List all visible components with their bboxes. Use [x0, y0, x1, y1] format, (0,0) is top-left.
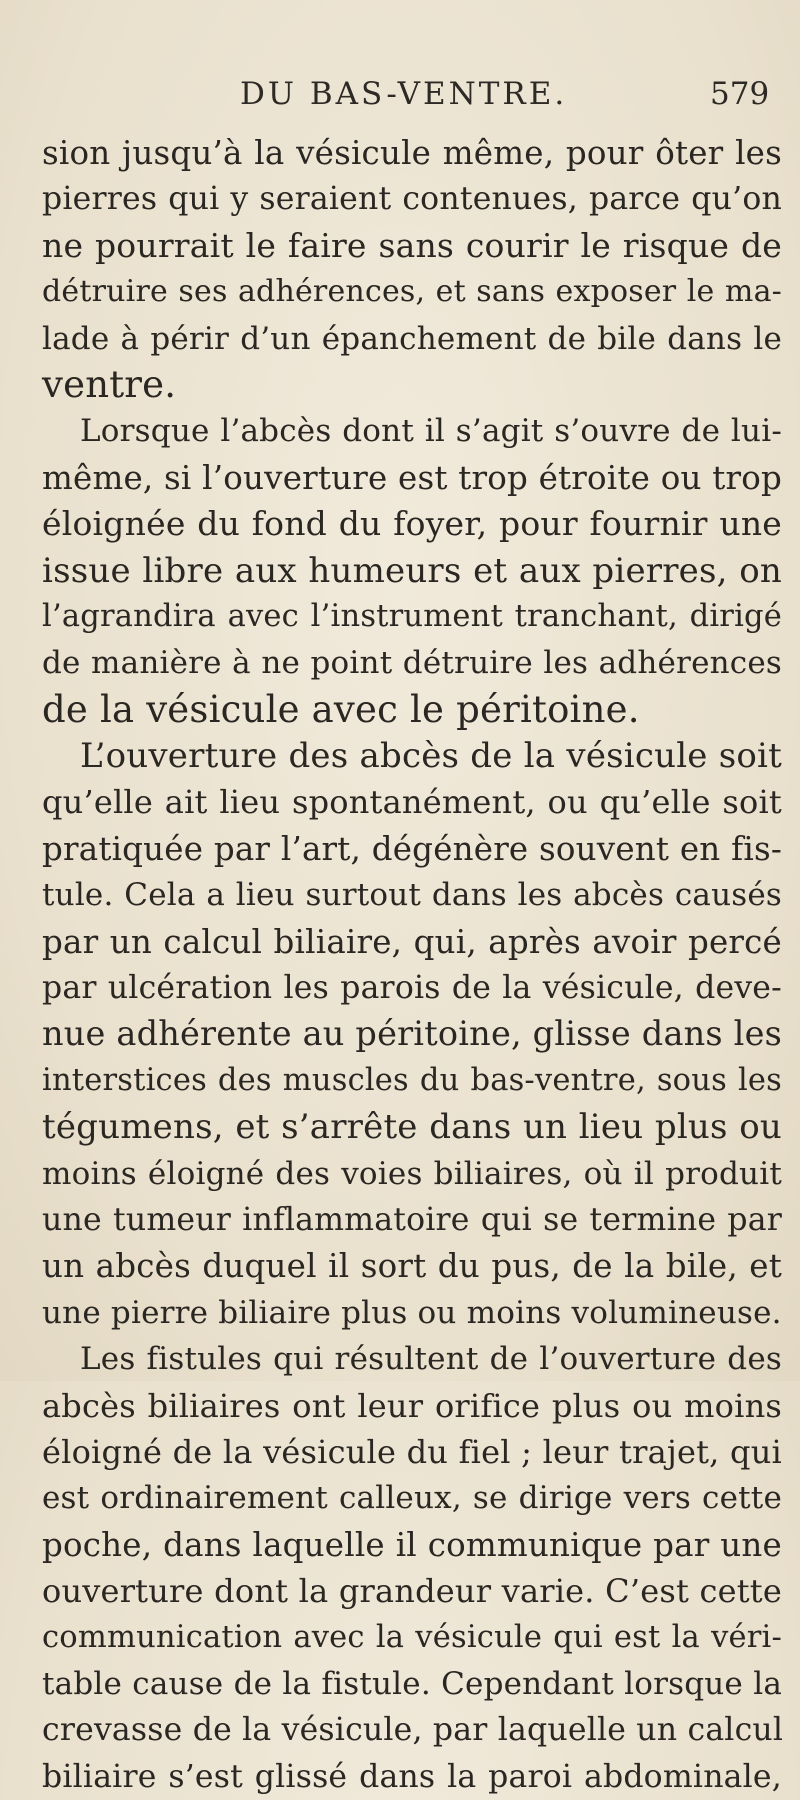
text-line: interstices des muscles du bas-ventre, sous les: [42, 1062, 782, 1098]
text-line: tégumens, et s’arrête dans un lieu plus ou: [42, 1107, 782, 1148]
text-line: poche, dans laquelle il communique par une: [42, 1525, 782, 1564]
text-line: qu’elle ait lieu spontanément, ou qu’elle soit: [42, 783, 782, 822]
text-line: issue libre aux humeurs et aux pierres, on: [42, 550, 782, 591]
text-line: de la vésicule avec le péritoine.: [42, 687, 640, 731]
text-line: lade à périr d’un épanchement de bile dans le: [42, 320, 782, 357]
text-line: table cause de la fistule. Cependant lorsque la: [42, 1665, 782, 1702]
text-line: est ordinairement calleux, se dirige vers cette: [42, 1480, 782, 1517]
text-line: ne pourrait le faire sans courir le risque de: [42, 225, 782, 265]
body-text: [42, 130, 782, 1800]
text-line: tule. Cela a lieu surtout dans les abcès causés: [42, 877, 782, 914]
text-line: Les fistules qui résultent de l’ouverture des: [80, 1341, 782, 1378]
text-line: par ulcération les parois de la vésicule, deve-: [42, 970, 782, 1007]
text-line: abcès biliaires ont leur orifice plus ou moins: [42, 1386, 782, 1425]
text-line: crevasse de la vésicule, par laquelle un calcul: [42, 1712, 784, 1749]
text-line: communication avec la vésicule qui est la véri-: [42, 1619, 782, 1655]
running-title: DU BAS-VENTRE.: [240, 76, 568, 112]
running-head: [0, 76, 800, 116]
text-line: ouverture dont la grandeur varie. C’est cette: [42, 1572, 782, 1611]
text-line: une pierre biliaire plus ou moins volumineuse.: [42, 1294, 782, 1331]
text-line: Lorsque l’abcès dont il s’agit s’ouvre de lui-: [80, 413, 782, 450]
text-line: pierres qui y seraient contenues, parce qu’on: [42, 181, 782, 218]
text-line: pratiquée par l’art, dégénère souvent en fis-: [42, 829, 782, 868]
text-line: détruire ses adhérences, et sans exposer le ma-: [42, 274, 782, 310]
text-line: de manière à ne point détruire les adhérences: [42, 645, 782, 682]
text-line: moins éloigné des voies biliaires, où il produit: [42, 1155, 782, 1192]
text-line: l’agrandira avec l’instrument tranchant, dirigé: [42, 598, 782, 634]
text-line: éloigné de la vésicule du fiel ; leur trajet, qui: [42, 1432, 782, 1471]
text-line: ventre.: [42, 362, 177, 406]
text-line: par un calcul biliaire, qui, après avoir percé: [42, 922, 782, 961]
text-line: nue adhérente au péritoine, glisse dans les: [42, 1014, 782, 1054]
text-line: même, si l’ouverture est trop étroite ou trop: [42, 458, 782, 497]
text-line: L’ouverture des abcès de la vésicule soit: [80, 736, 782, 777]
text-line: sion jusqu’à la vésicule même, pour ôter les: [42, 134, 782, 172]
page-number: 579: [710, 76, 770, 112]
text-line: éloignée du fond du foyer, pour fournir une: [42, 504, 782, 544]
text-line: biliaire s’est glissé dans la paroi abdominale,: [42, 1758, 782, 1795]
text-line: un abcès duquel il sort du pus, de la bile, et: [42, 1247, 782, 1286]
text-line: une tumeur inflammatoire qui se termine par: [42, 1201, 782, 1238]
